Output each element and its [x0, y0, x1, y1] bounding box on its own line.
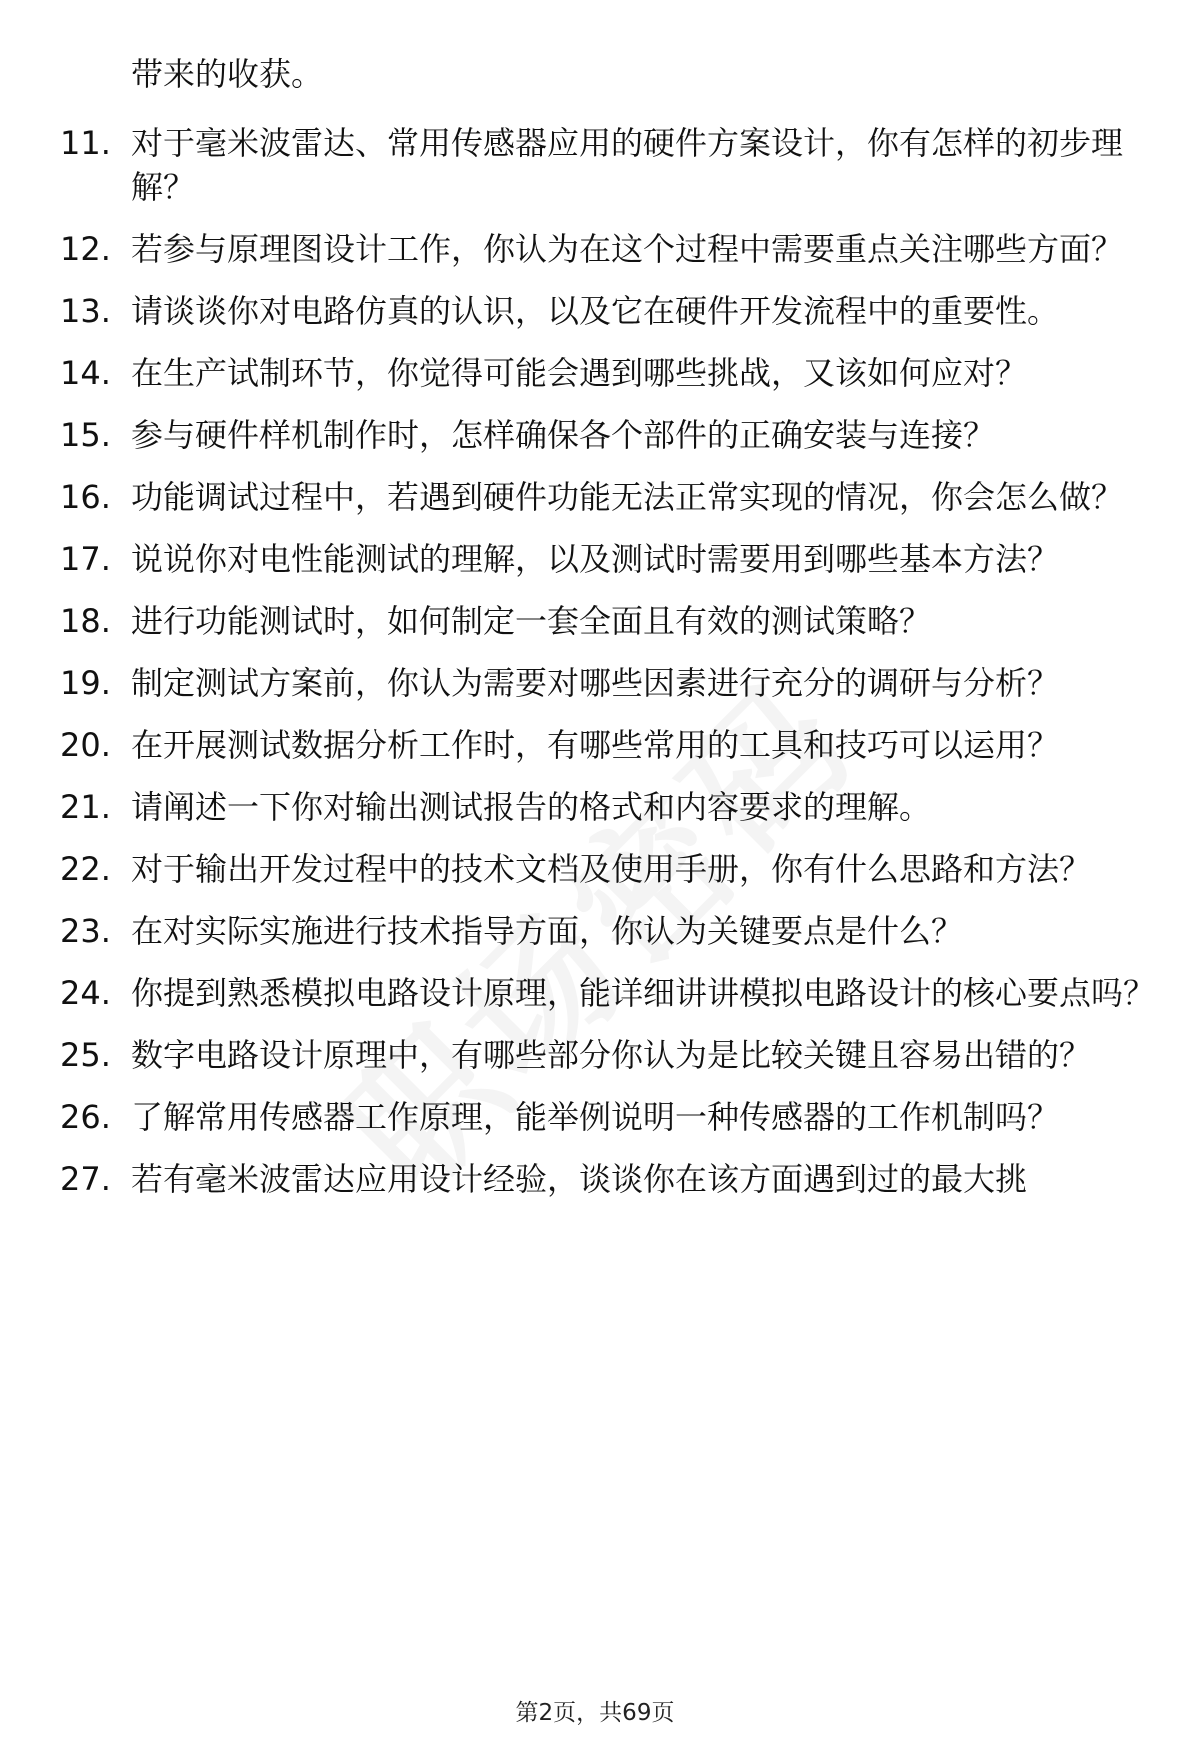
question-item: [0, 661, 1190, 705]
question-number: 26.: [60, 1098, 111, 1136]
question-number: 23.: [60, 912, 111, 950]
question-text: 说说你对电性能测试的理解，以及测试时需要用到哪些基本方法？: [131, 540, 1060, 578]
question-item: [0, 909, 1190, 953]
question-text: 功能调试过程中，若遇到硬件功能无法正常实现的情况，你会怎么做？: [131, 478, 1124, 516]
question-number: 15.: [60, 416, 111, 454]
question-text: 在对实际实施进行技术指导方面，你认为关键要点是什么？: [131, 912, 964, 950]
question-number: 17.: [60, 540, 111, 578]
question-number: 24.: [60, 974, 111, 1012]
question-text: 数字电路设计原理中，有哪些部分你认为是比较关键且容易出错的？: [131, 1036, 1092, 1074]
question-item: [0, 1157, 1190, 1201]
question-number: 13.: [60, 292, 111, 330]
continuation-text: 带来的收获。: [131, 55, 324, 93]
question-item: [0, 1095, 1190, 1139]
question-text: 若有毫米波雷达应用设计经验，谈谈你在该方面遇到过的最大挑: [131, 1160, 1028, 1198]
question-number: 18.: [60, 602, 111, 640]
question-item: [0, 847, 1190, 891]
question-number: 20.: [60, 726, 111, 764]
question-text: 若参与原理图设计工作，你认为在这个过程中需要重点关注哪些方面？: [131, 230, 1124, 268]
question-text: 了解常用传感器工作原理，能举例说明一种传感器的工作机制吗？: [131, 1098, 1060, 1136]
question-text: 请阐述一下你对输出测试报告的格式和内容要求的理解。: [131, 788, 932, 826]
question-number: 19.: [60, 664, 111, 702]
question-text: 请谈谈你对电路仿真的认识，以及它在硬件开发流程中的重要性。: [131, 292, 1060, 330]
question-number: 25.: [60, 1036, 111, 1074]
question-text: 对于毫米波雷达、常用传感器应用的硬件方案设计，你有怎样的初步理解？: [131, 124, 1124, 206]
question-text: 在开展测试数据分析工作时，有哪些常用的工具和技巧可以运用？: [131, 726, 1060, 764]
question-item: [0, 723, 1190, 767]
page-footer: 第2页，共69页: [515, 1700, 675, 1726]
question-text: 在生产试制环节，你觉得可能会遇到哪些挑战，又该如何应对？: [131, 354, 1028, 392]
question-text: 制定测试方案前，你认为需要对哪些因素进行充分的调研与分析？: [131, 664, 1060, 702]
question-item: [0, 537, 1190, 581]
question-number: 22.: [60, 850, 111, 888]
question-list: [0, 121, 1190, 1219]
question-number: 11.: [60, 124, 111, 162]
question-item: [0, 121, 1190, 209]
question-item: [0, 475, 1190, 519]
question-number: 12.: [60, 230, 111, 268]
question-text: 对于输出开发过程中的技术文档及使用手册，你有什么思路和方法？: [131, 850, 1092, 888]
question-item: [0, 599, 1190, 643]
question-item: [0, 971, 1190, 1015]
question-item: [0, 1033, 1190, 1077]
question-number: 14.: [60, 354, 111, 392]
question-item: [0, 289, 1190, 333]
question-text: 进行功能测试时，如何制定一套全面且有效的测试策略？: [131, 602, 932, 640]
question-item: [0, 413, 1190, 457]
question-number: 27.: [60, 1160, 111, 1198]
question-item: [0, 227, 1190, 271]
question-number: 16.: [60, 478, 111, 516]
question-text: 你提到熟悉模拟电路设计原理，能详细讲讲模拟电路设计的核心要点吗？: [131, 974, 1156, 1012]
question-text: 参与硬件样机制作时，怎样确保各个部件的正确安装与连接？: [131, 416, 996, 454]
question-item: [0, 351, 1190, 395]
question-item: [0, 785, 1190, 829]
question-number: 21.: [60, 788, 111, 826]
